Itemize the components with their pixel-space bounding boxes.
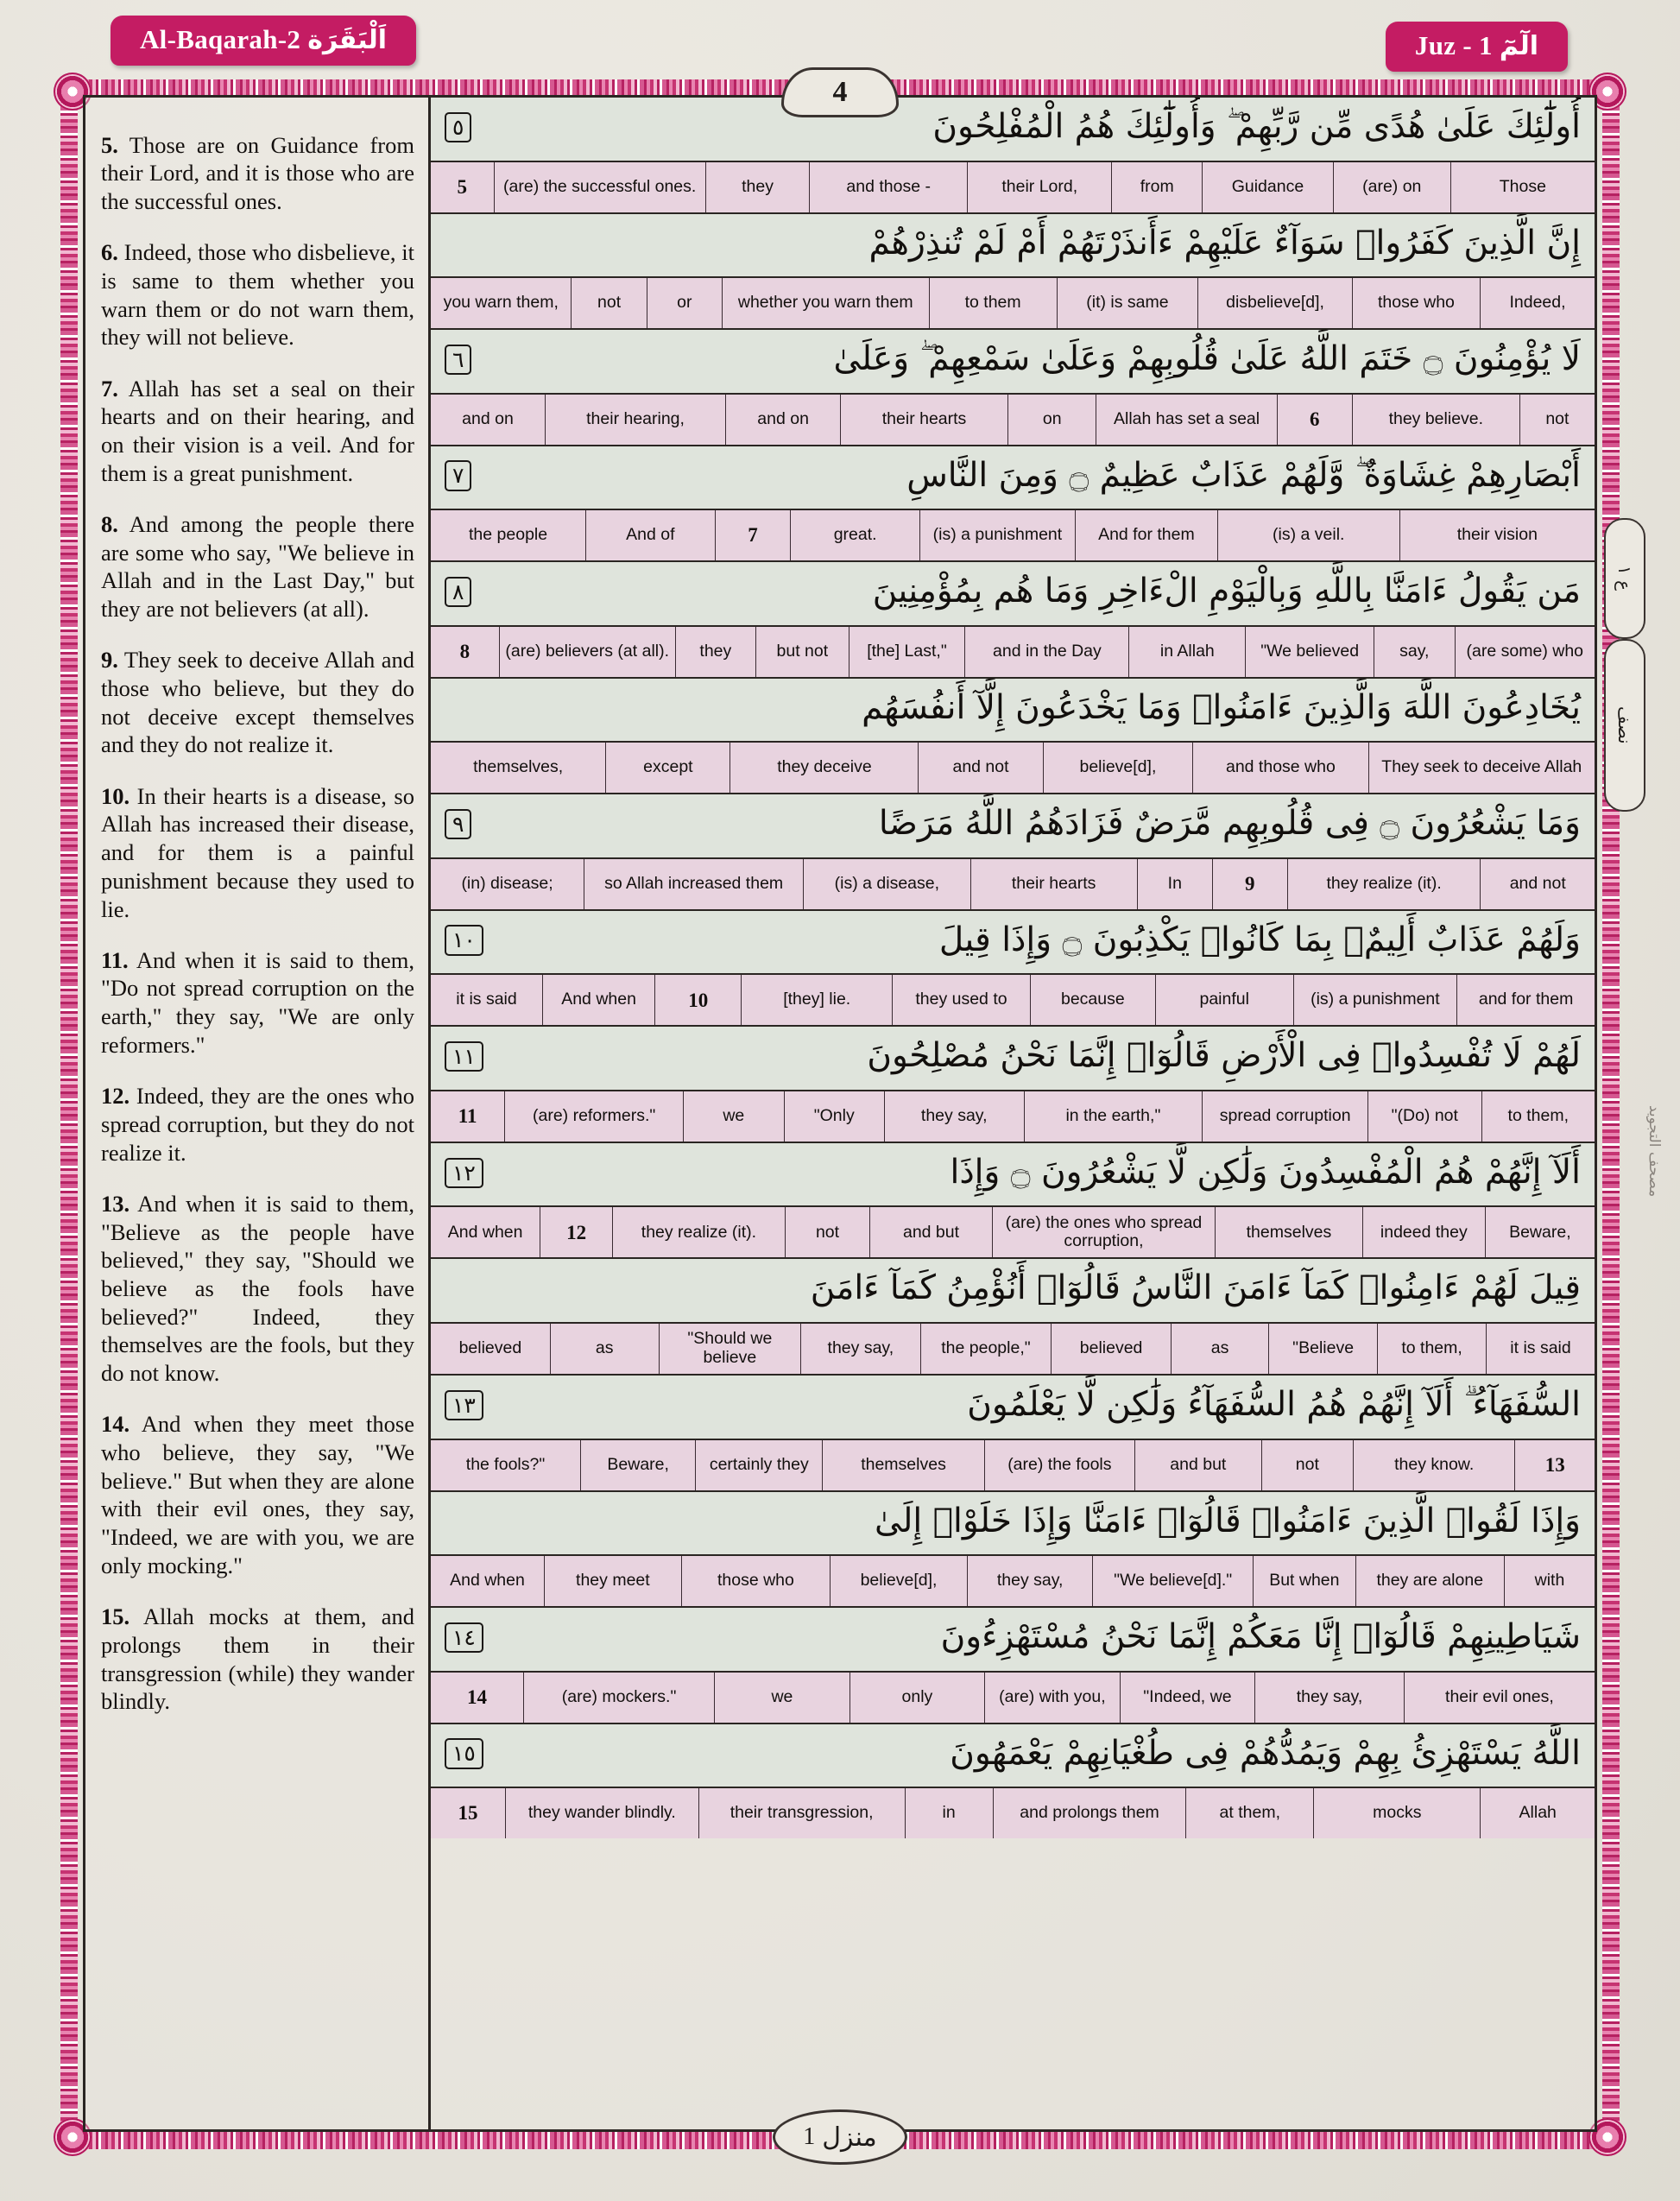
gloss-row (431, 1787, 1595, 1838)
juz-name-ar: الٓمٓ (1499, 31, 1538, 61)
gloss-ayah-number[interactable]: 6 (1277, 395, 1352, 445)
arabic-text: لَهُمْ لَا تُفْسِدُوا۟ فِى الْأَرْضِ قَالُوٓا۟ إِنَّمَا نَحْنُ مُصْلِحُونَ (867, 1036, 1581, 1076)
arabic-ayah-line[interactable] (431, 1027, 1595, 1090)
translation-verse (101, 1082, 414, 1167)
arabic-text: أُولَٰٓئِكَ عَلَىٰ هُدًى مِّن رَّبِّهِمْ ۖ وَأُولَٰٓئِكَ هُمُ الْمُفْلِحُونَ (932, 107, 1581, 146)
gloss-ayah-number[interactable]: 11 (458, 1105, 477, 1128)
gloss-cell[interactable]: the fools?" (465, 1454, 546, 1474)
gloss-cell[interactable]: (are) with you, (984, 1673, 1120, 1723)
ayah-block (431, 679, 1595, 795)
gloss-cell[interactable]: themselves (1215, 1207, 1362, 1257)
gloss-cell[interactable]: believe[d], (830, 1556, 967, 1606)
gloss-cell[interactable]: Beware, (580, 1440, 695, 1490)
gloss-cell[interactable]: Those (1450, 162, 1595, 212)
gloss-cell[interactable]: they used to (892, 975, 1030, 1025)
verse-number: 7. (101, 375, 118, 402)
gloss-cell[interactable]: And when (542, 975, 654, 1025)
gloss-cell[interactable]: they believe. (1352, 395, 1519, 445)
gloss-cell[interactable]: not (1261, 1440, 1353, 1490)
ayah-number-marker: ١٢ (445, 1158, 483, 1188)
edge-note: مصحف التجويد (1645, 1105, 1663, 1198)
gloss-cell[interactable]: (are) the ones who spread corruption, (992, 1207, 1215, 1257)
nisf-marker (1604, 639, 1645, 812)
gloss-cell[interactable]: not (1519, 395, 1595, 445)
gloss-cell[interactable]: as (550, 1324, 659, 1374)
gloss-cell[interactable]: at them, (1185, 1788, 1313, 1838)
gloss-row (431, 857, 1595, 909)
gloss-row (431, 1090, 1595, 1142)
verse-number: 8. (101, 510, 118, 537)
gloss-cell[interactable]: whether you warn them (722, 278, 929, 328)
gloss-cell[interactable]: they (675, 627, 756, 677)
gloss-cell[interactable]: and on (725, 395, 840, 445)
gloss-cell[interactable]: and in the Day (964, 627, 1128, 677)
gloss-cell[interactable]: those who (1352, 278, 1480, 328)
gloss-cell[interactable]: (are) believers (at all). (499, 627, 675, 677)
gloss-cell[interactable]: to them (929, 278, 1057, 328)
ruku-marker-label: ع ١ (1614, 566, 1635, 591)
gloss-cell[interactable]: their evil ones, (1404, 1673, 1595, 1723)
ayah-block (431, 1492, 1595, 1609)
gloss-cell[interactable]: in Allah (1128, 627, 1245, 677)
gloss-cell[interactable]: as (1171, 1324, 1268, 1374)
gloss-row (431, 625, 1595, 677)
ayah-block (431, 330, 1595, 446)
arabic-ayah-line[interactable] (431, 1608, 1595, 1671)
gloss-cell[interactable]: (is) a punishment (919, 510, 1075, 560)
verse-text: Allah mocks at them, and prolongs them in their transgression (while) they wander blindly. (101, 1603, 414, 1715)
gloss-cell[interactable]: to them, (1377, 1324, 1486, 1374)
gloss-cell[interactable]: (it) is same (1057, 278, 1197, 328)
gloss-cell[interactable]: And for them (1075, 510, 1217, 560)
arabic-text: إِنَّ الَّذِينَ كَفَرُوا۟ سَوَآءٌ عَلَيْهِمْ ءَأَنذَرْتَهُمْ أَمْ لَمْ تُنذِرْهُمْ (868, 223, 1581, 262)
translation-verse (101, 510, 414, 623)
gloss-cell[interactable]: so Allah increased them (584, 859, 803, 909)
gloss-cell[interactable]: mocks (1313, 1788, 1480, 1838)
arabic-ayah-line[interactable] (431, 330, 1595, 393)
gloss-cell[interactable]: And when (447, 1222, 523, 1242)
translation-verse (101, 375, 414, 488)
arabic-text: وَلَهُمْ عَذَابٌ أَلِيمٌۢ بِمَا كَانُوا۟ يَكْذِبُونَ ۝ وَإِذَا قِيلَ (938, 920, 1581, 959)
gloss-cell[interactable]: and but (1134, 1440, 1261, 1490)
gloss-cell[interactable]: believed (1051, 1324, 1171, 1374)
gloss-cell[interactable]: themselves, (473, 757, 564, 777)
verse-text: And when they meet those who believe, they say, "We believe." But when they are alone with their evil ones, they say, "Indeed, we are with you, we are only mocking." (101, 1411, 414, 1578)
verse-text: And when it is said to them, "Believe as the people have believed," they say, "Should we believe as the fools have believed?" Indeed, they themselves are the fools, but they do not know. (101, 1190, 414, 1387)
translation-verse (101, 946, 414, 1059)
arabic-text: شَيَاطِينِهِمْ قَالُوٓا۟ إِنَّا مَعَكُمْ إِنَّمَا نَحْنُ مُسْتَهْزِءُونَ (940, 1617, 1581, 1657)
surah-title-en: Al-Baqarah-2 (140, 24, 301, 54)
arabic-ayah-line[interactable] (431, 911, 1595, 974)
gloss-cell[interactable]: in (905, 1788, 993, 1838)
surah-title-ar: اَلْبَقَرَة (307, 25, 387, 55)
gloss-cell[interactable]: (is) a disease, (803, 859, 969, 909)
arabic-text: أَلَآ إِنَّهُمْ هُمُ الْمُفْسِدُونَ وَلَٰكِن لَّا يَشْعُرُونَ ۝ وَإِذَا (950, 1152, 1581, 1192)
gloss-cell[interactable]: they wander blindly. (505, 1788, 698, 1838)
gloss-cell[interactable]: not (571, 278, 646, 328)
gloss-cell[interactable]: we (714, 1673, 849, 1723)
page-number: 4 (832, 76, 848, 108)
verse-number: 10. (101, 782, 130, 809)
translation-verse (101, 782, 414, 924)
gloss-cell[interactable]: they realize (it). (1287, 859, 1481, 909)
ayah-block (431, 911, 1595, 1028)
gloss-ayah-number[interactable]: 15 (458, 1802, 478, 1825)
manzil-badge (773, 2109, 907, 2165)
gloss-cell[interactable]: they say, (884, 1091, 1024, 1142)
gloss-cell[interactable]: they realize (it). (612, 1207, 785, 1257)
arabic-ayah-line[interactable] (431, 794, 1595, 857)
gloss-row (431, 1439, 1595, 1490)
gloss-cell[interactable]: (is) a punishment (1293, 975, 1457, 1025)
gloss-cell[interactable]: and those - (809, 162, 967, 212)
arabic-ayah-line[interactable] (431, 562, 1595, 625)
ayah-number-marker: ١٣ (445, 1390, 483, 1420)
translation-verse (101, 1190, 414, 1388)
gloss-cell[interactable]: Guidance (1202, 162, 1333, 212)
gloss-cell[interactable]: "Should we believe (659, 1324, 800, 1374)
gloss-cell[interactable]: their Lord, (967, 162, 1111, 212)
gloss-cell[interactable]: they know. (1353, 1440, 1515, 1490)
gloss-ayah-number[interactable]: 5 (457, 175, 467, 198)
gloss-cell[interactable]: "Only (784, 1091, 884, 1142)
gloss-cell[interactable]: they say, (1254, 1673, 1404, 1723)
translation-verse (101, 131, 414, 216)
gloss-cell[interactable]: they are alone (1355, 1556, 1504, 1606)
verse-number: 6. (101, 239, 118, 266)
arabic-ayah-line[interactable] (431, 1376, 1595, 1439)
gloss-cell[interactable]: And of (585, 510, 714, 560)
gloss-ayah-number[interactable]: 9 (1212, 859, 1287, 909)
gloss-row (431, 393, 1595, 445)
gloss-cell[interactable]: not (785, 1207, 869, 1257)
gloss-cell[interactable]: it is said (456, 990, 517, 1009)
gloss-row (431, 973, 1595, 1025)
gloss-cell[interactable]: those who (681, 1556, 830, 1606)
gloss-row (431, 509, 1595, 560)
arabic-text: اللَّهُ يَسْتَهْزِئُ بِهِمْ وَيَمُدُّهُمْ فِى طُغْيَانِهِمْ يَعْمَهُونَ (950, 1733, 1581, 1773)
arabic-text: أَبْصَارِهِمْ غِشَاوَةٌ ۖ وَّلَهُمْ عَذَابٌ عَظِيمٌ ۝ وَمِنَ النَّاسِ (906, 455, 1581, 495)
gloss-cell[interactable]: they say, (967, 1556, 1092, 1606)
ruku-marker (1604, 518, 1645, 639)
nisf-marker-label: نصف (1614, 706, 1635, 744)
gloss-cell[interactable]: their transgression, (698, 1788, 905, 1838)
arabic-ayah-line[interactable] (431, 1492, 1595, 1555)
gloss-ayah-number[interactable]: 14 (466, 1686, 487, 1708)
ayah-number-marker: ٩ (445, 809, 471, 839)
verse-number: 9. (101, 647, 118, 674)
gloss-ayah-number[interactable]: 10 (654, 975, 741, 1025)
gloss-cell[interactable]: In (1137, 859, 1212, 909)
gloss-cell[interactable]: except (605, 743, 729, 793)
arabic-ayah-line[interactable] (431, 1724, 1595, 1787)
ayah-block (431, 562, 1595, 679)
gloss-cell[interactable]: and on (462, 408, 514, 428)
gloss-cell[interactable]: their hearing, (545, 395, 725, 445)
gloss-cell[interactable]: say, (1374, 627, 1455, 677)
translation-verse (101, 1603, 414, 1716)
gloss-cell[interactable]: (in) disease; (461, 873, 553, 893)
gloss-ayah-number[interactable]: 7 (715, 510, 791, 560)
gloss-cell[interactable]: (are) the successful ones. (494, 162, 705, 212)
gloss-cell[interactable]: disbelieve[d], (1197, 278, 1352, 328)
ayah-number-marker: ١٤ (445, 1622, 483, 1653)
juz-title-tab[interactable] (1386, 22, 1568, 72)
verse-text: Indeed, they are the ones who spread corruption, but they do not realize it. (101, 1083, 414, 1166)
gloss-cell[interactable]: or (647, 278, 722, 328)
arabic-text: يُخَادِعُونَ اللَّهَ وَالَّذِينَ ءَامَنُوا۟ وَمَا يَخْدَعُونَ إِلَّآ أَنفُسَهُم (862, 687, 1581, 727)
ayah-number-marker: ١٠ (445, 925, 483, 955)
verse-number: 13. (101, 1190, 130, 1217)
gloss-cell[interactable]: Indeed, (1480, 278, 1595, 328)
gloss-cell[interactable]: painful (1155, 975, 1293, 1025)
verse-text: Allah has set a seal on their hearts and on their hearing, and on their vision is a veil. And for them is a great punishment. (101, 375, 414, 486)
verse-text: And among the people there are some who say, "We believe in Allah and in the Last Day," but they are not believers (at all). (101, 510, 414, 623)
gloss-cell[interactable]: and for them (1456, 975, 1595, 1025)
verse-text: Those are on Guidance from their Lord, and it is those who are the successful ones. (101, 131, 414, 214)
gloss-cell[interactable]: it is said (1486, 1324, 1595, 1374)
word-by-word-column (431, 98, 1595, 2129)
gloss-cell[interactable]: you warn them, (443, 293, 559, 313)
gloss-cell[interactable]: [they] lie. (741, 975, 892, 1025)
gloss-cell[interactable]: their hearts (970, 859, 1137, 909)
ayah-number-marker: ٨ (445, 577, 471, 607)
gloss-cell[interactable]: "(Do) not (1367, 1091, 1481, 1142)
arabic-text: السُّفَهَآءُ ۗ أَلَآ إِنَّهُمْ هُمُ السُّفَهَآءُ وَلَٰكِن لَّا يَعْلَمُونَ (967, 1385, 1581, 1425)
ayah-block (431, 214, 1595, 331)
manzil-number: 1 (803, 2123, 816, 2150)
gloss-row (431, 1322, 1595, 1374)
gloss-cell[interactable]: "Believe (1268, 1324, 1377, 1374)
gloss-row (431, 1554, 1595, 1606)
ayah-number-marker: ٧ (445, 460, 471, 490)
arabic-ayah-line[interactable] (431, 446, 1595, 509)
translation-verse (101, 238, 414, 351)
gloss-cell[interactable]: in the earth," (1024, 1091, 1203, 1142)
gloss-cell[interactable]: their vision (1399, 510, 1595, 560)
translation-column (85, 98, 431, 2129)
gloss-ayah-number[interactable]: 12 (540, 1207, 612, 1257)
gloss-cell[interactable]: but not (755, 627, 848, 677)
gloss-cell[interactable]: we (683, 1091, 783, 1142)
gloss-cell[interactable]: they say, (800, 1324, 920, 1374)
ornamental-border-right (1602, 79, 1620, 2149)
ayah-block (431, 98, 1595, 214)
gloss-cell[interactable]: (are) on (1333, 162, 1450, 212)
gloss-cell[interactable]: "We believe[d]." (1092, 1556, 1253, 1606)
ayah-block (431, 1376, 1595, 1492)
translation-verse (101, 1410, 414, 1579)
arabic-text: مَن يَقُولُ ءَامَنَّا بِاللَّهِ وَبِالْيَوْمِ الْءَاخِرِ وَمَا هُم بِمُؤْمِنِينَ (872, 572, 1581, 611)
gloss-cell[interactable]: "We believed (1245, 627, 1374, 677)
gloss-cell[interactable]: to them, (1481, 1091, 1595, 1142)
gloss-cell[interactable]: they meet (544, 1556, 681, 1606)
gloss-row (431, 161, 1595, 212)
gloss-cell[interactable]: They seek to deceive Allah (1368, 743, 1595, 793)
arabic-ayah-line[interactable] (431, 98, 1595, 161)
gloss-cell[interactable]: Allah has set a seal (1096, 395, 1276, 445)
content-frame (83, 95, 1597, 2132)
gloss-cell[interactable]: (is) a veil. (1217, 510, 1399, 560)
gloss-cell[interactable]: (are) reformers." (504, 1091, 683, 1142)
gloss-row (431, 276, 1595, 328)
gloss-cell[interactable]: and prolongs them (993, 1788, 1186, 1838)
gloss-cell[interactable]: [the] Last," (849, 627, 965, 677)
gloss-ayah-number[interactable]: 8 (459, 640, 471, 662)
arabic-text: وَإِذَا لَقُوا۟ الَّذِينَ ءَامَنُوا۟ قَالُوٓا۟ ءَامَنَّا وَإِذَا خَلَوْا۟ إِلَىٰ (874, 1501, 1581, 1540)
gloss-cell[interactable]: certainly they (695, 1440, 822, 1490)
gloss-ayah-number[interactable]: 13 (1514, 1440, 1595, 1490)
ayah-block (431, 1608, 1595, 1724)
verse-text: They seek to deceive Allah and those who believe, but they do not deceive except themselves and they do not realize it. (101, 647, 414, 758)
gloss-cell[interactable]: And when (450, 1571, 525, 1591)
gloss-cell[interactable]: they (705, 162, 809, 212)
gloss-cell[interactable]: "Indeed, we (1120, 1673, 1255, 1723)
gloss-cell[interactable]: the people," (920, 1324, 1052, 1374)
gloss-row (431, 1205, 1595, 1257)
gloss-cell[interactable]: and but (869, 1207, 992, 1257)
ornamental-border-left (60, 79, 78, 2149)
gloss-cell[interactable]: only (849, 1673, 985, 1723)
gloss-cell[interactable]: Allah (1480, 1788, 1595, 1838)
ayah-block (431, 1143, 1595, 1260)
ayah-number-marker: ١١ (445, 1041, 483, 1072)
arabic-ayah-line[interactable] (431, 1143, 1595, 1206)
translation-verse (101, 646, 414, 759)
gloss-row (431, 1671, 1595, 1723)
gloss-cell[interactable]: (are some) who (1455, 627, 1595, 677)
gloss-cell[interactable]: their hearts (840, 395, 1007, 445)
arabic-ayah-line[interactable] (431, 679, 1595, 742)
page-number-badge (781, 67, 899, 117)
ayah-block (431, 1259, 1595, 1376)
gloss-row (431, 741, 1595, 793)
gloss-cell[interactable]: because (1030, 975, 1155, 1025)
ayah-number-marker: ١٥ (445, 1738, 483, 1768)
verse-number: 14. (101, 1411, 130, 1438)
gloss-cell[interactable]: Beware, (1485, 1207, 1595, 1257)
gloss-cell[interactable]: they deceive (729, 743, 918, 793)
ayah-block (431, 1724, 1595, 1839)
gloss-cell[interactable]: with (1504, 1556, 1595, 1606)
ayah-number-marker: ٦ (445, 345, 471, 375)
gloss-cell[interactable]: and not (1480, 859, 1595, 909)
gloss-cell[interactable]: from (1111, 162, 1202, 212)
gloss-cell[interactable]: themselves (822, 1440, 984, 1490)
gloss-cell[interactable]: But when (1253, 1556, 1355, 1606)
gloss-cell[interactable]: believe[d], (1043, 743, 1193, 793)
verse-number: 5. (101, 131, 118, 158)
gloss-cell[interactable]: spread corruption (1202, 1091, 1367, 1142)
gloss-cell[interactable]: and not (918, 743, 1042, 793)
gloss-cell[interactable]: and those who (1192, 743, 1367, 793)
arabic-text: قِيلَ لَهُمْ ءَامِنُوا۟ كَمَآ ءَامَنَ النَّاسُ قَالُوٓا۟ أَنُؤْمِنُ كَمَآ ءَامَنَ (810, 1268, 1581, 1308)
gloss-cell[interactable]: (are) the fools (984, 1440, 1134, 1490)
gloss-cell[interactable]: believed (458, 1338, 522, 1358)
gloss-cell[interactable]: (are) mockers." (523, 1673, 714, 1723)
gloss-cell[interactable]: on (1007, 395, 1096, 445)
verse-number: 15. (101, 1603, 130, 1630)
arabic-text: لَا يُؤْمِنُونَ ۝ خَتَمَ اللَّهُ عَلَىٰ قُلُوبِهِمْ وَعَلَىٰ سَمْعِهِمْ ۖ وَعَلَىٰ (833, 339, 1581, 379)
gloss-cell[interactable]: the people (469, 525, 548, 545)
arabic-ayah-line[interactable] (431, 1259, 1595, 1322)
surah-title-tab[interactable] (111, 16, 416, 66)
ayah-block (431, 446, 1595, 563)
gloss-cell[interactable]: great. (790, 510, 919, 560)
verse-text: Indeed, those who disbelieve, it is same to them whether you warn them or do not warn them, they will not believe. (101, 239, 414, 351)
verse-text: In their hearts is a disease, so Allah has increased their disease, and for them is a painful punishment because they used to lie. (101, 782, 414, 922)
ayah-number-marker: ٥ (445, 112, 471, 142)
ayah-block (431, 794, 1595, 911)
verse-number: 12. (101, 1083, 130, 1110)
ayah-block (431, 1027, 1595, 1143)
juz-label: Juz - 1 (1414, 30, 1493, 60)
verse-text: And when it is said to them, "Do not spread corruption on the earth," they say, "We are only reformers." (101, 946, 414, 1058)
verse-number: 11. (101, 946, 129, 973)
arabic-text: وَمَا يَشْعُرُونَ ۝ فِى قُلُوبِهِم مَّرَضٌ فَزَادَهُمُ اللَّهُ مَرَضًا (878, 804, 1581, 844)
gloss-cell[interactable]: indeed they (1362, 1207, 1485, 1257)
manzil-label-ar: منزل (822, 2122, 877, 2153)
arabic-ayah-line[interactable] (431, 214, 1595, 277)
